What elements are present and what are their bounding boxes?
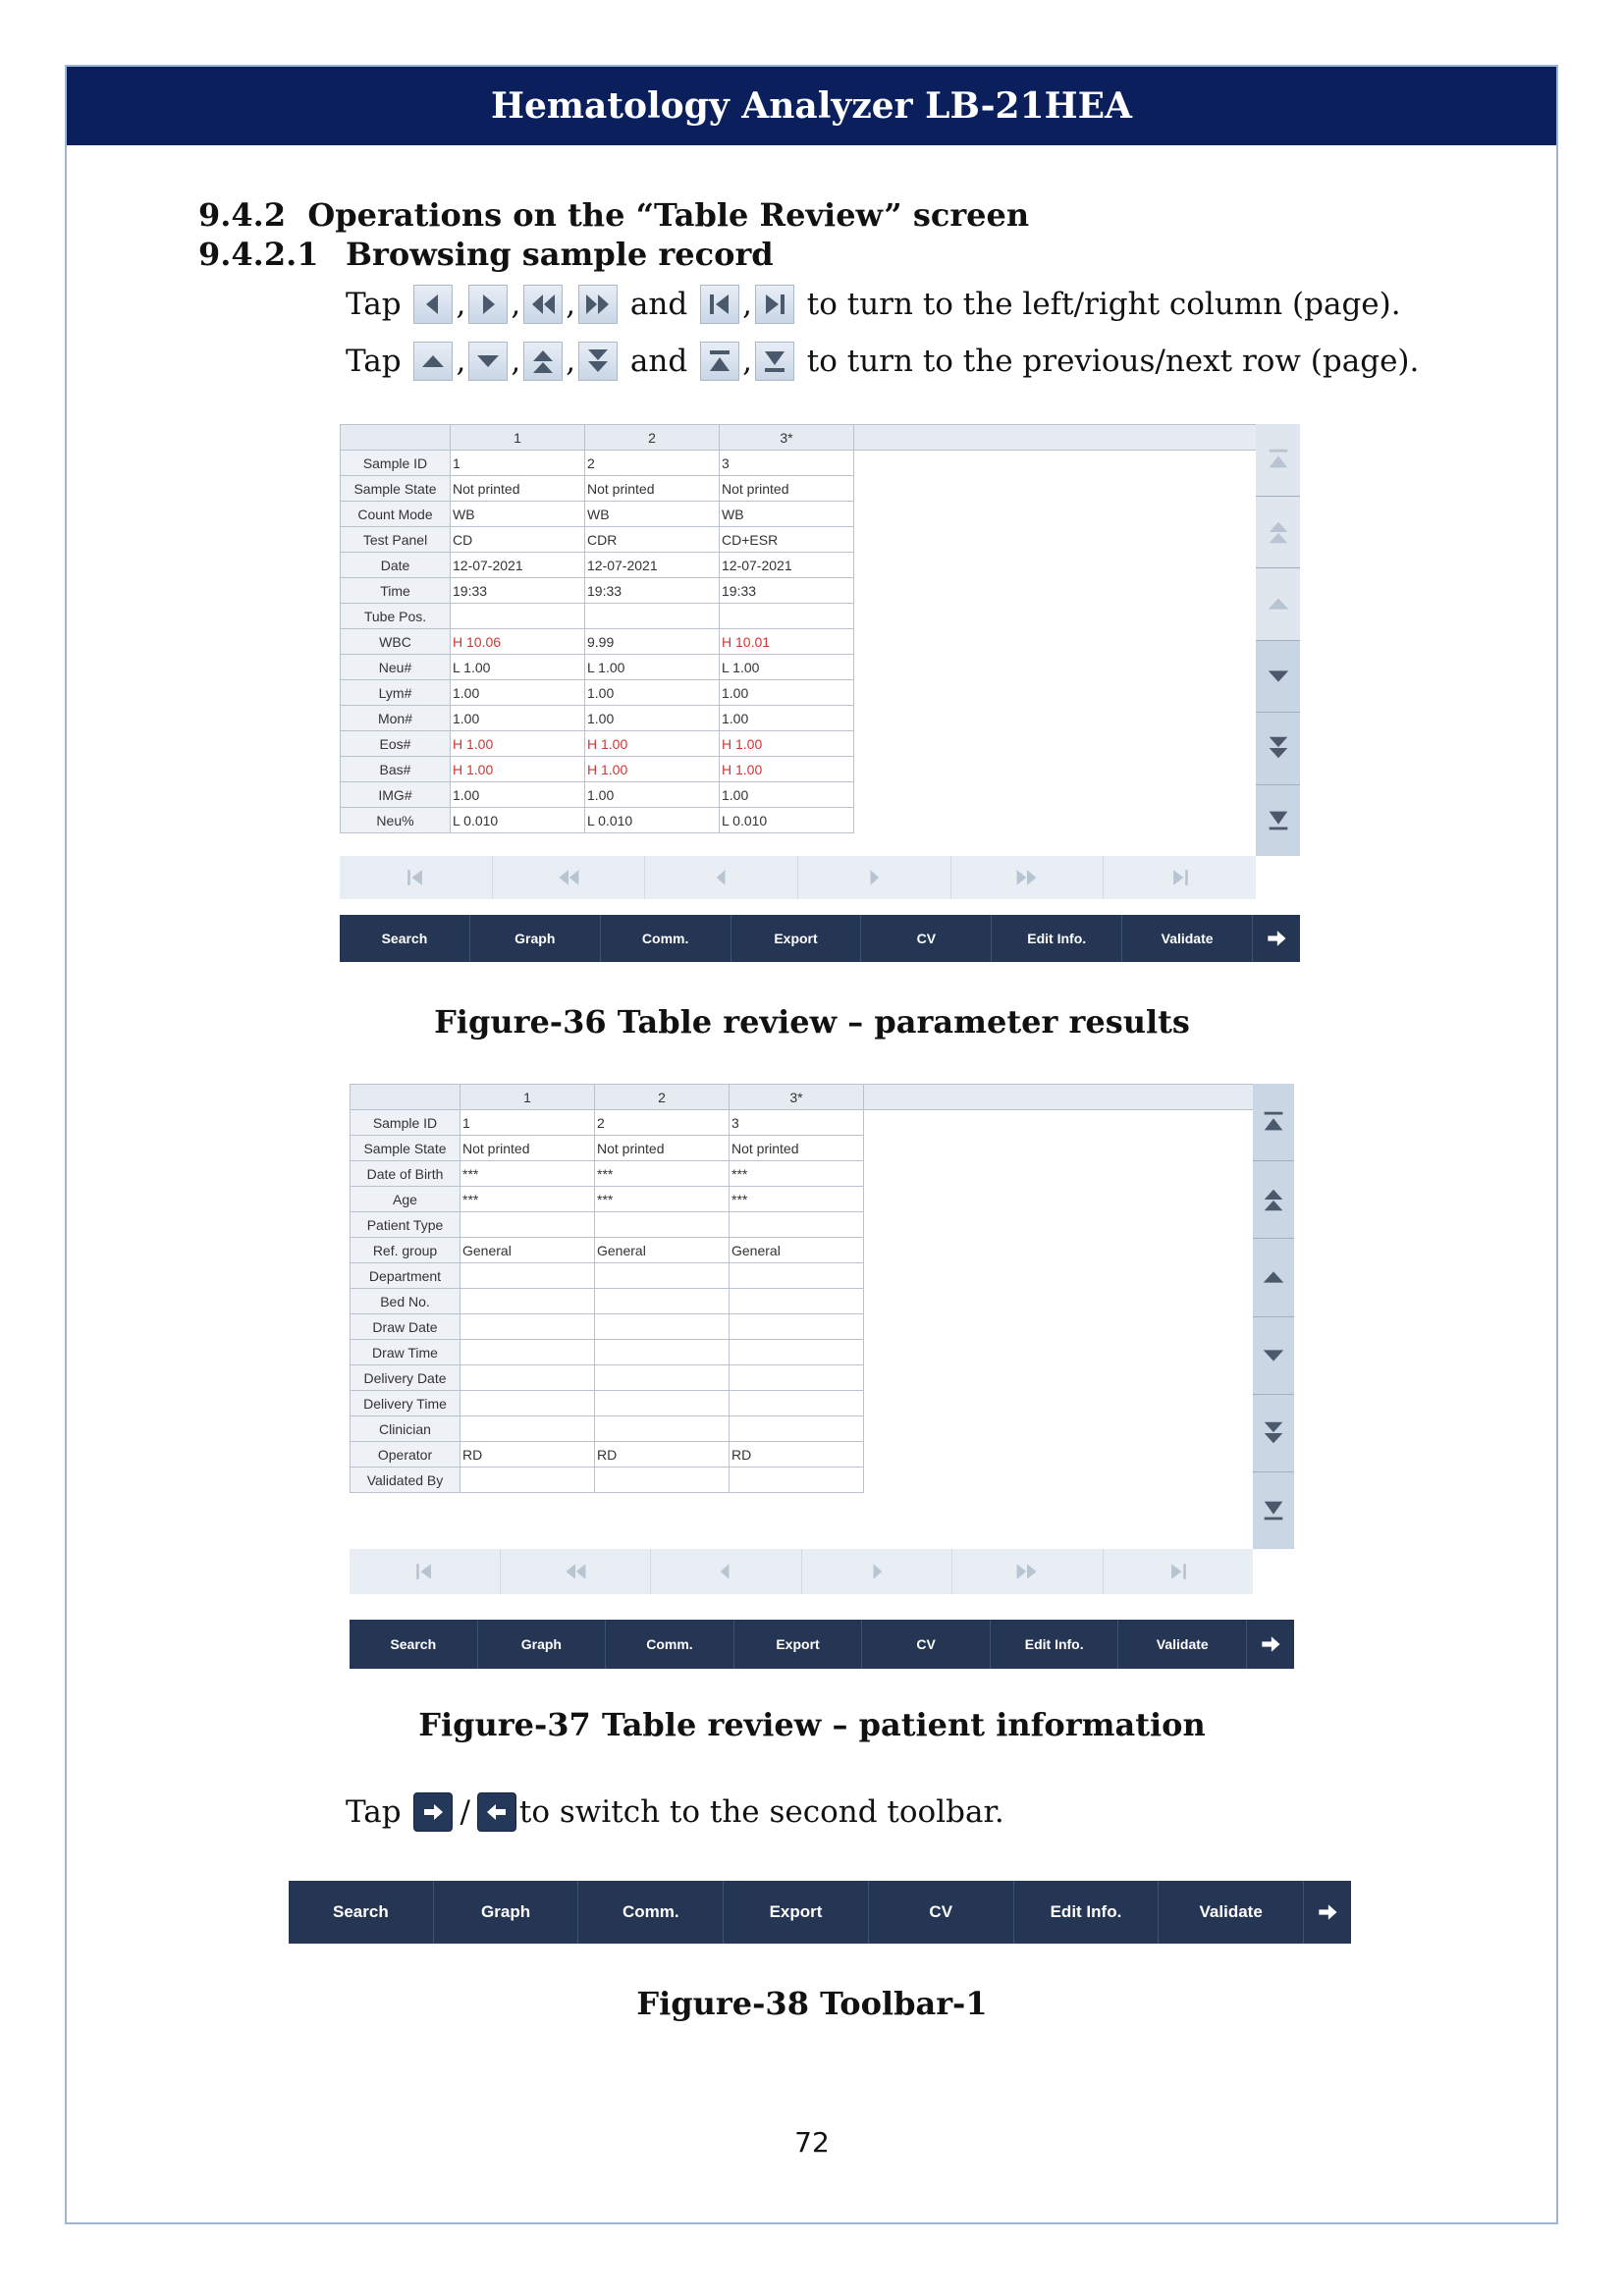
table-cell[interactable]: WB <box>720 502 854 527</box>
table-cell[interactable] <box>460 1289 595 1314</box>
double-right-arrow-icon <box>1014 1559 1040 1584</box>
bottom-page-icon <box>1265 807 1292 834</box>
table-cell[interactable]: 1.00 <box>451 782 585 808</box>
table-row[interactable] <box>341 578 1257 604</box>
row-label: Test Panel <box>341 527 451 553</box>
table-cell[interactable]: 1.00 <box>720 706 854 731</box>
row-label: Neu# <box>341 655 451 680</box>
toolbar-button-validate[interactable]: Validate <box>1122 915 1253 962</box>
row-label: Clinician <box>351 1416 460 1442</box>
toolbar-button-cv[interactable]: CV <box>862 1620 991 1669</box>
table-cell[interactable]: H 1.00 <box>720 757 854 782</box>
table-row[interactable] <box>351 1136 1257 1161</box>
row-scroll-panel <box>1253 1084 1294 1549</box>
toolbar-button-graph[interactable]: Graph <box>434 1881 579 1944</box>
figure-36-screen <box>340 424 1300 964</box>
table-cell[interactable]: *** <box>730 1187 864 1212</box>
row-label: Draw Time <box>351 1340 460 1365</box>
table-cell[interactable] <box>451 604 585 629</box>
row-label: Delivery Date <box>351 1365 460 1391</box>
row-label: Date <box>341 553 451 578</box>
column-right-button[interactable] <box>802 1549 953 1594</box>
row-label: IMG# <box>341 782 451 808</box>
right-arrow-icon <box>468 285 508 324</box>
table-row[interactable] <box>351 1365 1257 1391</box>
table-row[interactable] <box>341 604 1257 629</box>
top-page-button[interactable] <box>1256 424 1300 497</box>
table-row[interactable] <box>351 1289 1257 1314</box>
table-cell[interactable]: H 1.00 <box>451 757 585 782</box>
row-label: Sample ID <box>341 451 451 476</box>
right-arrow-icon <box>861 865 887 890</box>
double-left-arrow-icon <box>556 865 581 890</box>
table-cell[interactable]: H 1.00 <box>585 757 720 782</box>
table-cell[interactable] <box>585 604 720 629</box>
first-page-icon <box>403 865 428 890</box>
table-cell[interactable]: CD+ESR <box>720 527 854 553</box>
row-label: Eos# <box>341 731 451 757</box>
table-cell[interactable]: 1.00 <box>585 680 720 706</box>
table-cell[interactable] <box>595 1212 730 1238</box>
toolbar-button-graph[interactable]: Graph <box>470 915 601 962</box>
row-down-button[interactable] <box>1253 1317 1294 1395</box>
column-header[interactable]: 1 <box>460 1085 595 1110</box>
table-row[interactable] <box>341 680 1257 706</box>
toolbar-button-validate[interactable]: Validate <box>1159 1881 1304 1944</box>
table-cell[interactable]: 1.00 <box>451 680 585 706</box>
column-navigation-bar <box>340 856 1256 899</box>
figure-37-screen <box>350 1084 1294 1669</box>
top-page-button[interactable] <box>1253 1084 1294 1161</box>
next-toolbar-button[interactable] <box>1304 1881 1351 1944</box>
document-header: Hematology Analyzer LB-21HEA <box>67 67 1556 145</box>
table-cell[interactable]: WB <box>585 502 720 527</box>
page-right-button[interactable] <box>952 1549 1104 1594</box>
table-cell[interactable] <box>595 1365 730 1391</box>
right-arrow-icon <box>864 1559 890 1584</box>
table-cell[interactable] <box>595 1340 730 1365</box>
row-label: Delivery Time <box>351 1391 460 1416</box>
table-cell[interactable]: *** <box>460 1187 595 1212</box>
table-cell[interactable]: 12-07-2021 <box>451 553 585 578</box>
left-arrow-icon <box>709 865 734 890</box>
table-cell[interactable]: *** <box>730 1161 864 1187</box>
table-cell[interactable]: Not printed <box>730 1136 864 1161</box>
toolbar-button-export[interactable]: Export <box>724 1881 869 1944</box>
table-row[interactable] <box>341 731 1257 757</box>
figure-37-caption: Figure-37 Table review – patient information <box>418 1706 1206 1743</box>
table-cell[interactable] <box>460 1468 595 1493</box>
table-cell[interactable]: General <box>730 1238 864 1263</box>
toolbar-button-comm[interactable]: Comm. <box>606 1620 734 1669</box>
toolbar-button-export[interactable]: Export <box>734 1620 863 1669</box>
table-cell[interactable]: L 1.00 <box>451 655 585 680</box>
page-down-button[interactable] <box>1253 1395 1294 1472</box>
toolbar-switch-instruction: Tap / to switch to the second toolbar. <box>346 1794 1004 1830</box>
row-label: Age <box>351 1187 460 1212</box>
column-header[interactable]: 2 <box>585 425 720 451</box>
table-cell[interactable] <box>730 1212 864 1238</box>
last-page-icon <box>1167 865 1193 890</box>
row-label: Validated By <box>351 1468 460 1493</box>
table-cell[interactable] <box>595 1314 730 1340</box>
table-cell[interactable]: *** <box>595 1187 730 1212</box>
table-row[interactable] <box>341 629 1257 655</box>
last-column-button[interactable] <box>1104 1549 1254 1594</box>
table-cell[interactable]: 1.00 <box>585 706 720 731</box>
table-row[interactable] <box>341 782 1257 808</box>
bottom-page-icon <box>755 342 794 381</box>
table-cell[interactable] <box>460 1212 595 1238</box>
section-heading: 9.4.2 Operations on the “Table Review” screen <box>198 196 1030 234</box>
column-left-button[interactable] <box>651 1549 802 1594</box>
table-cell[interactable]: Not printed <box>451 476 585 502</box>
double-down-arrow-icon <box>1260 1419 1287 1447</box>
table-cell[interactable]: *** <box>595 1161 730 1187</box>
toolbar-button-search[interactable]: Search <box>340 915 470 962</box>
table-cell[interactable]: *** <box>460 1161 595 1187</box>
table-row[interactable] <box>351 1161 1257 1187</box>
table-row[interactable] <box>341 476 1257 502</box>
table-cell[interactable]: 12-07-2021 <box>585 553 720 578</box>
right-arrow-icon <box>413 1792 453 1832</box>
right-arrow-icon <box>1315 1899 1340 1925</box>
table-cell[interactable]: General <box>460 1238 595 1263</box>
left-arrow-icon <box>713 1559 738 1584</box>
first-column-button[interactable] <box>340 856 493 899</box>
table-row[interactable] <box>351 1187 1257 1212</box>
row-label: Lym# <box>341 680 451 706</box>
double-up-arrow-icon <box>1265 518 1292 546</box>
table-cell[interactable]: 2 <box>585 451 720 476</box>
row-label: Sample State <box>351 1136 460 1161</box>
row-down-button[interactable] <box>1256 641 1300 714</box>
table-cell[interactable] <box>730 1468 864 1493</box>
top-page-icon <box>700 342 739 381</box>
toolbar-button-search[interactable]: Search <box>289 1881 434 1944</box>
down-arrow-icon <box>1260 1342 1287 1369</box>
table-cell[interactable] <box>730 1365 864 1391</box>
table-cell[interactable]: 1.00 <box>451 706 585 731</box>
table-cell[interactable]: 3 <box>730 1110 864 1136</box>
table-cell[interactable] <box>730 1340 864 1365</box>
table-cell[interactable] <box>730 1263 864 1289</box>
page-number: 72 <box>794 2126 830 2159</box>
toolbar-button-cv[interactable]: CV <box>869 1881 1014 1944</box>
table-cell[interactable]: CDR <box>585 527 720 553</box>
table-cell[interactable]: H 1.00 <box>451 731 585 757</box>
table-cell[interactable] <box>730 1391 864 1416</box>
table-cell[interactable]: 19:33 <box>451 578 585 604</box>
down-arrow-icon <box>1265 663 1292 690</box>
table-cell[interactable] <box>460 1314 595 1340</box>
first-page-icon <box>700 285 739 324</box>
table-cell[interactable]: Not printed <box>595 1136 730 1161</box>
last-column-button[interactable] <box>1104 856 1256 899</box>
page-right-button[interactable] <box>951 856 1105 899</box>
column-header[interactable]: 2 <box>595 1085 730 1110</box>
subsection-heading: 9.4.2.1 Browsing sample record <box>198 236 774 273</box>
table-cell[interactable] <box>595 1391 730 1416</box>
table-cell[interactable]: L 1.00 <box>585 655 720 680</box>
table-cell[interactable] <box>720 604 854 629</box>
table-cell[interactable]: CD <box>451 527 585 553</box>
double-left-arrow-icon <box>523 285 563 324</box>
row-up-button[interactable] <box>1253 1239 1294 1316</box>
table-cell[interactable]: L 0.010 <box>451 808 585 833</box>
table-cell[interactable]: 12-07-2021 <box>720 553 854 578</box>
page-left-button[interactable] <box>493 856 646 899</box>
column-right-button[interactable] <box>798 856 951 899</box>
row-label: WBC <box>341 629 451 655</box>
toolbar-button-graph[interactable]: Graph <box>478 1620 607 1669</box>
toolbar-button-comm[interactable]: Comm. <box>578 1881 724 1944</box>
table-row[interactable] <box>341 527 1257 553</box>
toolbar-button-cv[interactable]: CV <box>861 915 992 962</box>
bottom-page-button[interactable] <box>1253 1472 1294 1549</box>
row-label: Neu% <box>341 808 451 833</box>
bottom-page-icon <box>1260 1497 1287 1524</box>
table-cell[interactable]: 19:33 <box>585 578 720 604</box>
table-cell[interactable]: H 1.00 <box>720 731 854 757</box>
table-row[interactable] <box>351 1314 1257 1340</box>
column-left-button[interactable] <box>645 856 798 899</box>
table-cell[interactable] <box>595 1263 730 1289</box>
table-cell[interactable]: L 0.010 <box>720 808 854 833</box>
row-scroll-panel <box>1256 424 1300 856</box>
page-down-button[interactable] <box>1256 713 1300 785</box>
double-down-arrow-icon <box>1265 734 1292 762</box>
table-row[interactable] <box>341 706 1257 731</box>
top-page-icon <box>1265 446 1292 473</box>
table-row[interactable] <box>351 1468 1257 1493</box>
table-cell[interactable] <box>460 1263 595 1289</box>
row-label: Department <box>351 1263 460 1289</box>
table-cell[interactable]: General <box>595 1238 730 1263</box>
last-page-icon <box>755 285 794 324</box>
table-cell[interactable] <box>595 1289 730 1314</box>
table-cell[interactable]: 19:33 <box>720 578 854 604</box>
table-cell[interactable] <box>730 1314 864 1340</box>
table-row[interactable] <box>341 757 1257 782</box>
table-cell[interactable] <box>730 1289 864 1314</box>
up-arrow-icon <box>1260 1263 1287 1291</box>
table-cell[interactable]: H 10.06 <box>451 629 585 655</box>
patient-information-table <box>350 1084 1257 1493</box>
table-row[interactable] <box>351 1263 1257 1289</box>
table-cell[interactable] <box>460 1340 595 1365</box>
table-cell[interactable]: L 0.010 <box>585 808 720 833</box>
row-label: Time <box>341 578 451 604</box>
toolbar-button-validate[interactable]: Validate <box>1118 1620 1247 1669</box>
toolbar-button-export[interactable]: Export <box>731 915 862 962</box>
double-right-arrow-icon <box>578 285 618 324</box>
table-cell[interactable]: H 10.01 <box>720 629 854 655</box>
table-cell[interactable]: L 1.00 <box>720 655 854 680</box>
table-cell[interactable] <box>730 1416 864 1442</box>
table-row[interactable] <box>351 1212 1257 1238</box>
double-up-arrow-icon <box>1260 1186 1287 1213</box>
left-arrow-icon <box>413 285 453 324</box>
toolbar-1 <box>289 1881 1351 1944</box>
toolbar-button-search[interactable]: Search <box>350 1620 478 1669</box>
table-cell[interactable]: 3 <box>720 451 854 476</box>
table-cell[interactable] <box>460 1391 595 1416</box>
table-cell[interactable]: Not printed <box>720 476 854 502</box>
table-row[interactable] <box>351 1238 1257 1263</box>
table-cell[interactable] <box>595 1468 730 1493</box>
table-cell[interactable] <box>460 1416 595 1442</box>
row-label: Draw Date <box>351 1314 460 1340</box>
double-left-arrow-icon <box>563 1559 588 1584</box>
row-label: Tube Pos. <box>341 604 451 629</box>
row-label: Operator <box>351 1442 460 1468</box>
up-arrow-icon <box>413 342 453 381</box>
table-row[interactable] <box>341 502 1257 527</box>
table-row[interactable] <box>341 451 1257 476</box>
row-label: Mon# <box>341 706 451 731</box>
table-row[interactable] <box>341 553 1257 578</box>
next-toolbar-button[interactable] <box>1253 915 1300 962</box>
double-up-arrow-icon <box>523 342 563 381</box>
row-label: Date of Birth <box>351 1161 460 1187</box>
page-up-button[interactable] <box>1253 1161 1294 1239</box>
table-cell[interactable]: 1 <box>460 1110 595 1136</box>
table-row[interactable] <box>351 1110 1257 1136</box>
top-page-icon <box>1260 1108 1287 1136</box>
toolbar-button-edit-info[interactable]: Edit Info. <box>992 915 1122 962</box>
column-navigation-bar <box>350 1549 1253 1594</box>
right-arrow-icon <box>1264 926 1289 951</box>
table-cell[interactable]: 1.00 <box>720 782 854 808</box>
first-page-icon <box>411 1559 437 1584</box>
figure-36-caption: Figure-36 Table review – parameter results <box>434 1003 1190 1041</box>
row-label: Patient Type <box>351 1212 460 1238</box>
table-row[interactable] <box>351 1391 1257 1416</box>
left-arrow-icon <box>477 1792 516 1832</box>
row-label: Ref. group <box>351 1238 460 1263</box>
row-label: Count Mode <box>341 502 451 527</box>
table-cell[interactable]: RD <box>730 1442 864 1468</box>
toolbar-button-edit-info[interactable]: Edit Info. <box>991 1620 1119 1669</box>
table-cell[interactable]: 1 <box>451 451 585 476</box>
row-label: Sample ID <box>351 1110 460 1136</box>
row-up-button[interactable] <box>1256 568 1300 641</box>
table-cell[interactable] <box>460 1365 595 1391</box>
table-cell[interactable]: 2 <box>595 1110 730 1136</box>
page-up-button[interactable] <box>1256 497 1300 569</box>
toolbar <box>340 915 1300 962</box>
table-cell[interactable]: 9.99 <box>585 629 720 655</box>
table-cell[interactable]: RD <box>595 1442 730 1468</box>
table-row[interactable] <box>351 1442 1257 1468</box>
table-cell[interactable]: 1.00 <box>720 680 854 706</box>
right-arrow-icon <box>1258 1631 1283 1657</box>
column-header[interactable]: 1 <box>451 425 585 451</box>
toolbar-button-comm[interactable]: Comm. <box>601 915 731 962</box>
row-label: Sample State <box>341 476 451 502</box>
figure-38-caption: Figure-38 Toolbar-1 <box>636 1985 988 2022</box>
column-header[interactable]: 3* <box>730 1085 864 1110</box>
first-column-button[interactable] <box>350 1549 501 1594</box>
toolbar-button-edit-info[interactable]: Edit Info. <box>1014 1881 1160 1944</box>
row-label: Bed No. <box>351 1289 460 1314</box>
table-cell[interactable]: RD <box>460 1442 595 1468</box>
table-cell[interactable]: Not printed <box>585 476 720 502</box>
up-arrow-icon <box>1265 590 1292 617</box>
table-cell[interactable] <box>595 1416 730 1442</box>
table-row[interactable] <box>351 1340 1257 1365</box>
double-right-arrow-icon <box>1014 865 1040 890</box>
next-toolbar-button[interactable] <box>1247 1620 1294 1669</box>
page-left-button[interactable] <box>501 1549 652 1594</box>
table-cell[interactable]: H 1.00 <box>585 731 720 757</box>
column-header[interactable]: 3* <box>720 425 854 451</box>
down-arrow-icon <box>468 342 508 381</box>
table-row[interactable] <box>341 808 1257 833</box>
last-page-icon <box>1165 1559 1191 1584</box>
row-label: Bas# <box>341 757 451 782</box>
table-cell[interactable]: WB <box>451 502 585 527</box>
table-row[interactable] <box>341 655 1257 680</box>
table-cell[interactable]: Not printed <box>460 1136 595 1161</box>
parameter-results-table <box>340 424 1257 833</box>
column-navigation-instruction: Tap , , , and , to turn to the left/right column (page). <box>346 287 1401 322</box>
table-row[interactable] <box>351 1416 1257 1442</box>
row-navigation-instruction: Tap , , , and , to turn to the previous/next row (page). <box>346 344 1420 379</box>
double-down-arrow-icon <box>578 342 618 381</box>
table-cell[interactable]: 1.00 <box>585 782 720 808</box>
bottom-page-button[interactable] <box>1256 785 1300 857</box>
toolbar <box>350 1620 1294 1669</box>
